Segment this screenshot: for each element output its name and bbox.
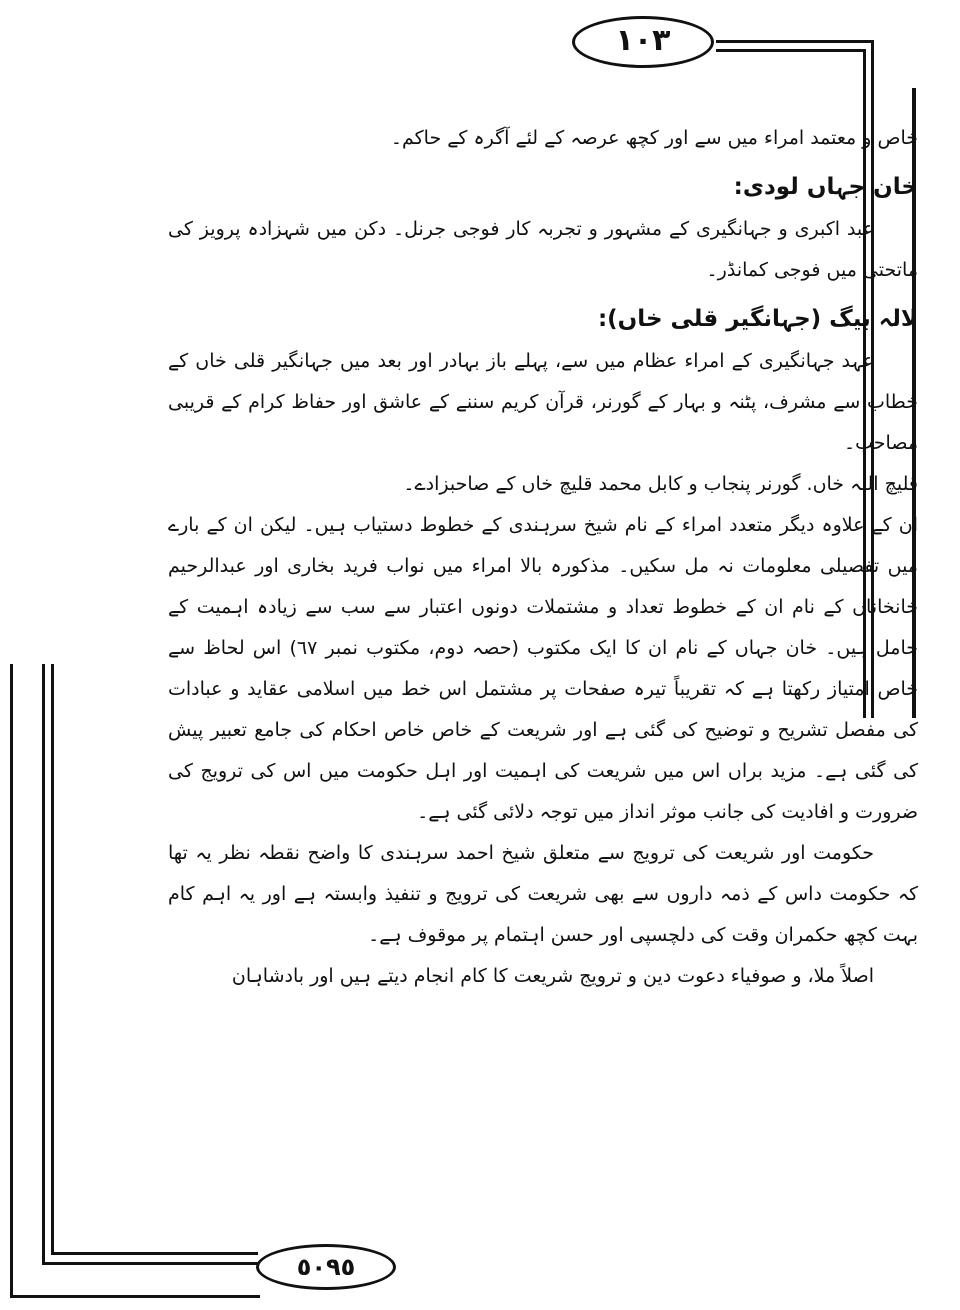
page-number: ١٠٣ <box>572 16 714 68</box>
heading-khan-jahan-lodi: خان جہاں لودی: <box>733 174 918 200</box>
frame-line-bottom-outer <box>10 1295 260 1298</box>
frame-line-left-middle <box>42 664 45 1264</box>
heading-lala-beg: لالہ بیگ (جہانگیر قلی خاں): <box>597 306 918 332</box>
paragraph-lala-beg: عہد جہانگیری کے امراء عظام میں سے، پہلے باز بہادر اور بعد میں جہانگیر قلی خاں کے خطاب سے مشرف، پٹنہ و بہار کے گورنر، قرآن کریم سننے کے عاشق اور حفاظ کرام کے قریبی مصاحب۔ <box>168 350 918 454</box>
paragraph-government-and-shariah: حکومت اور شریعت کی ترویج سے متعلق شیخ احمد سرہندی کا واضح نقطہ نظر یہ تھا کہ حکومت داس کے ذمہ داروں سے بھی شریعت کی ترویج و تنفیذ وابستہ ہے اور یہ اہم کام بہت کچھ حکمران وقت کی دلچسپی اور حسن اہتمام پر موقوف ہے۔ <box>168 842 918 946</box>
paragraph-khan-jahan-lodi: عبد اکبری و جہانگیری کے مشہور و تجربہ کار فوجی جرنل۔ دکن میں شہزادہ پرویز کی ماتحتی میں فوجی کمانڈر۔ <box>168 218 918 281</box>
page-content <box>168 118 918 997</box>
frame-line-left-inner <box>51 664 54 1254</box>
paragraph-other-nobles: ان کے علاوہ دیگر متعدد امراء کے نام شیخ سرہندی کے خطوط دستیاب ہیں۔ لیکن ان کے بارے میں تفصیلی معلومات نہ مل سکیں۔ مذکورہ بالا امراء میں نواب فرید بخاری اور عبدالرحیم خانخاناں کے نام ان کے خطوط تعداد و مشتملات دونوں اعتبار سے سب سے زیادہ اہمیت کے حامل ہیں۔ خان جہاں کے نام ان کا ایک مکتوب (حصہ دوم، مکتوب نمبر ٦٧) اس لحاظ سے خاص امتیاز رکھتا ہے کہ تقریباً تیرہ صفحات پر مشتمل اس خط میں اسلامی عقاید و عبادات کی مفصل تشریح و توضیح کی گئی ہے اور شریعت کے خاص خاص احکام کی جامع تعبیر پیش کی گئی ہے۔ مزید براں اس میں شریعت کی اہمیت اور اہل حکومت میں اس کی ترویج کی ضرورت و افادیت کی جانب موثر انداز میں توجہ دلائی گئی ہے۔ <box>168 514 918 823</box>
paragraph-agra-governor: خاص و معتمد امراء میں سے اور کچھ عرصہ کے لئے آگرہ کے حاکم۔ <box>390 127 918 149</box>
frame-line-top-outer <box>716 40 874 43</box>
frame-line-bottom-inner <box>51 1252 258 1255</box>
paragraph-qalich-ullah-khan: قلیچ اللہ خاں. گورنر پنجاب و کابل محمد قلیچ خاں کے صاحبزادے۔ <box>403 473 918 495</box>
frame-line-top-inner <box>716 49 866 52</box>
paragraph-ulama-and-sufis: اصلاً ملا، و صوفیاء دعوت دین و ترویج شریعت کا کام انجام دیتے ہیں اور بادشاہان <box>231 965 874 987</box>
frame-line-left-outer <box>10 664 13 1298</box>
frame-line-bottom-middle <box>42 1262 258 1265</box>
footer-number: ٥٠٩٥ <box>256 1244 396 1290</box>
